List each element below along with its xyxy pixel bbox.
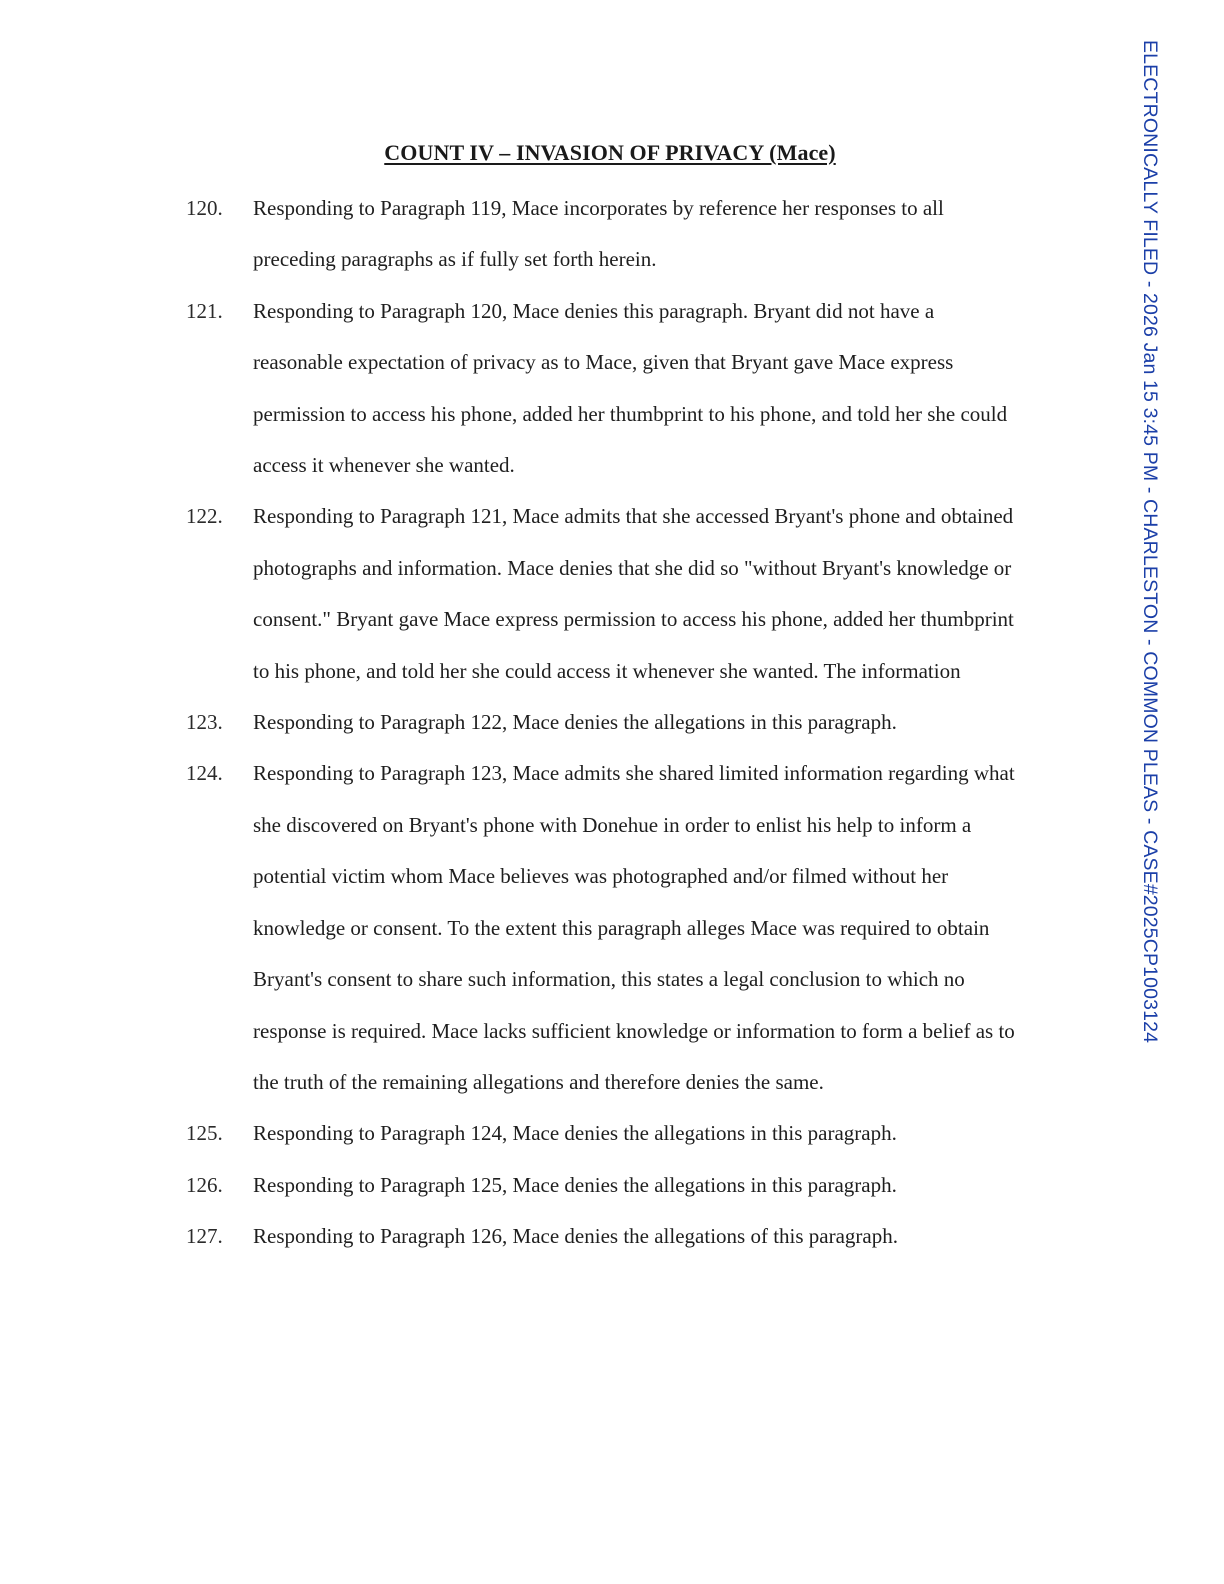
paragraph-124 [186,748,1026,1108]
paragraph-number: 121. [186,298,223,323]
paragraph-text: Responding to Paragraph 121, Mace admits that she accessed Bryant's phone and obtained photographs and information. Mace denies that she did so "without Bryant's knowledge or consent." Bryant gave Mace express permission to access his phone, added her thumbprint to his phone, and told her she could access it whenever she wanted. The information [253,504,1014,683]
paragraph-122 [186,491,1026,697]
paragraph-text: Responding to Paragraph 122, Mace denies the allegations in this paragraph. [253,710,897,735]
paragraph-123 [186,697,1026,748]
paragraph-126 [186,1160,1026,1211]
paragraph-number: 124. [186,761,223,786]
paragraph-number: 125. [186,1121,223,1146]
paragraph-number: 122. [186,504,223,529]
paragraph-127 [186,1211,1026,1262]
paragraph-number: 127. [186,1224,223,1249]
paragraph-list [186,183,1026,1263]
paragraph-121 [186,286,1026,492]
paragraph-text: Responding to Paragraph 123, Mace admits she shared limited information regarding what she discovered on Bryant's phone with Donehue in order to enlist his help to inform a potential victim whom Mace believes was photographed and/or filmed without her knowledge or consent. To the extent this paragraph alleges Mace was required to obtain Bryant's consent to share such information, this states a legal conclusion to which no response is required. Mace lacks sufficient knowledge or information to form a belief as to the truth of the remaining allegations and therefore denies the same. [253,761,1015,1094]
paragraph-number: 120. [186,196,223,220]
paragraph-text: Responding to Paragraph 126, Mace denies the allegations of this paragraph. [253,1224,898,1249]
paragraph-number: 123. [186,710,223,735]
section-heading: COUNT IV – INVASION OF PRIVACY (Mace) [384,140,836,165]
paragraph-125 [186,1108,1026,1159]
paragraph-text: Responding to Paragraph 120, Mace denies this paragraph. Bryant did not have a reasonable expectation of privacy as to Mace, given that Bryant gave Mace express permission to access his phone, added her thumbprint to his phone, and told her she could access it whenever she wanted. [253,298,1008,478]
paragraph-text: Responding to Paragraph 124, Mace denies the allegations in this paragraph. [253,1121,897,1146]
paragraph-number: 126. [186,1172,223,1197]
paragraph-text: Responding to Paragraph 119, Mace incorporates by reference her responses to all preceding paragraphs as if fully set forth herein. [253,196,944,272]
paragraph-120 [186,183,1026,286]
paragraph-text: Responding to Paragraph 125, Mace denies the allegations in this paragraph. [253,1172,897,1197]
electronic-filing-stamp: ELECTRONICALLY FILED - 2026 Jan 15 3:45 PM - CHARLESTON - COMMON PLEAS - CASE#2025CP1003124 [1139,40,1161,1044]
